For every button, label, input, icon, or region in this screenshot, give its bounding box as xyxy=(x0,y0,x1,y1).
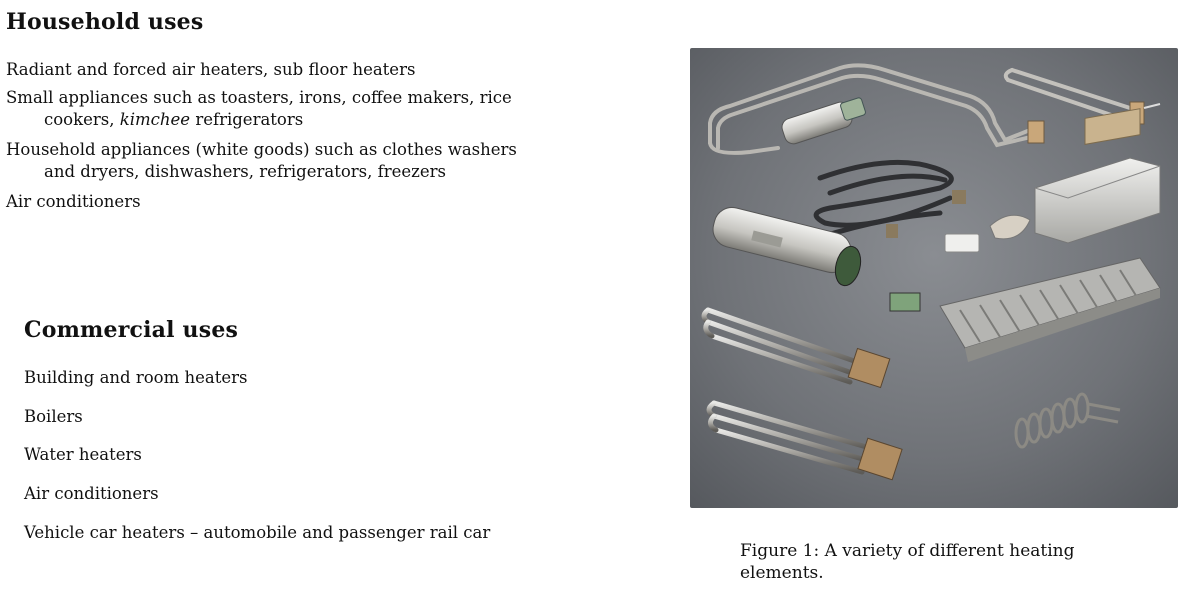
list-item: Air conditioners xyxy=(24,483,159,503)
heating-elements-photo xyxy=(690,48,1178,508)
list-item-text: refrigerators xyxy=(195,110,304,129)
figure-caption: Figure 1: A variety of different heating elements. xyxy=(740,541,1075,583)
list-item xyxy=(6,87,526,131)
household-uses-heading: Household uses xyxy=(6,9,204,35)
commercial-uses-list xyxy=(24,367,544,569)
household-uses-list xyxy=(6,59,526,219)
commercial-uses-heading: Commercial uses xyxy=(24,317,239,343)
list-item: Building and room heaters xyxy=(24,368,248,387)
list-item-italic-text: kimchee xyxy=(119,110,191,129)
list-item: Water heaters xyxy=(24,445,142,464)
list-item: Vehicle car heaters – automobile and passenger rail car xyxy=(24,523,491,542)
list-item: Air conditioners xyxy=(6,192,141,211)
list-item: Household appliances (white goods) such as clothes washers and dryers, dishwashers, refrigerators, freezers xyxy=(6,140,517,181)
list-item: Boilers xyxy=(24,406,83,426)
list-item: Radiant and forced air heaters, sub floor heaters xyxy=(6,60,416,79)
list-item-text: Small appliances such as toasters, irons, coffee makers, rice cookers, xyxy=(6,88,512,129)
